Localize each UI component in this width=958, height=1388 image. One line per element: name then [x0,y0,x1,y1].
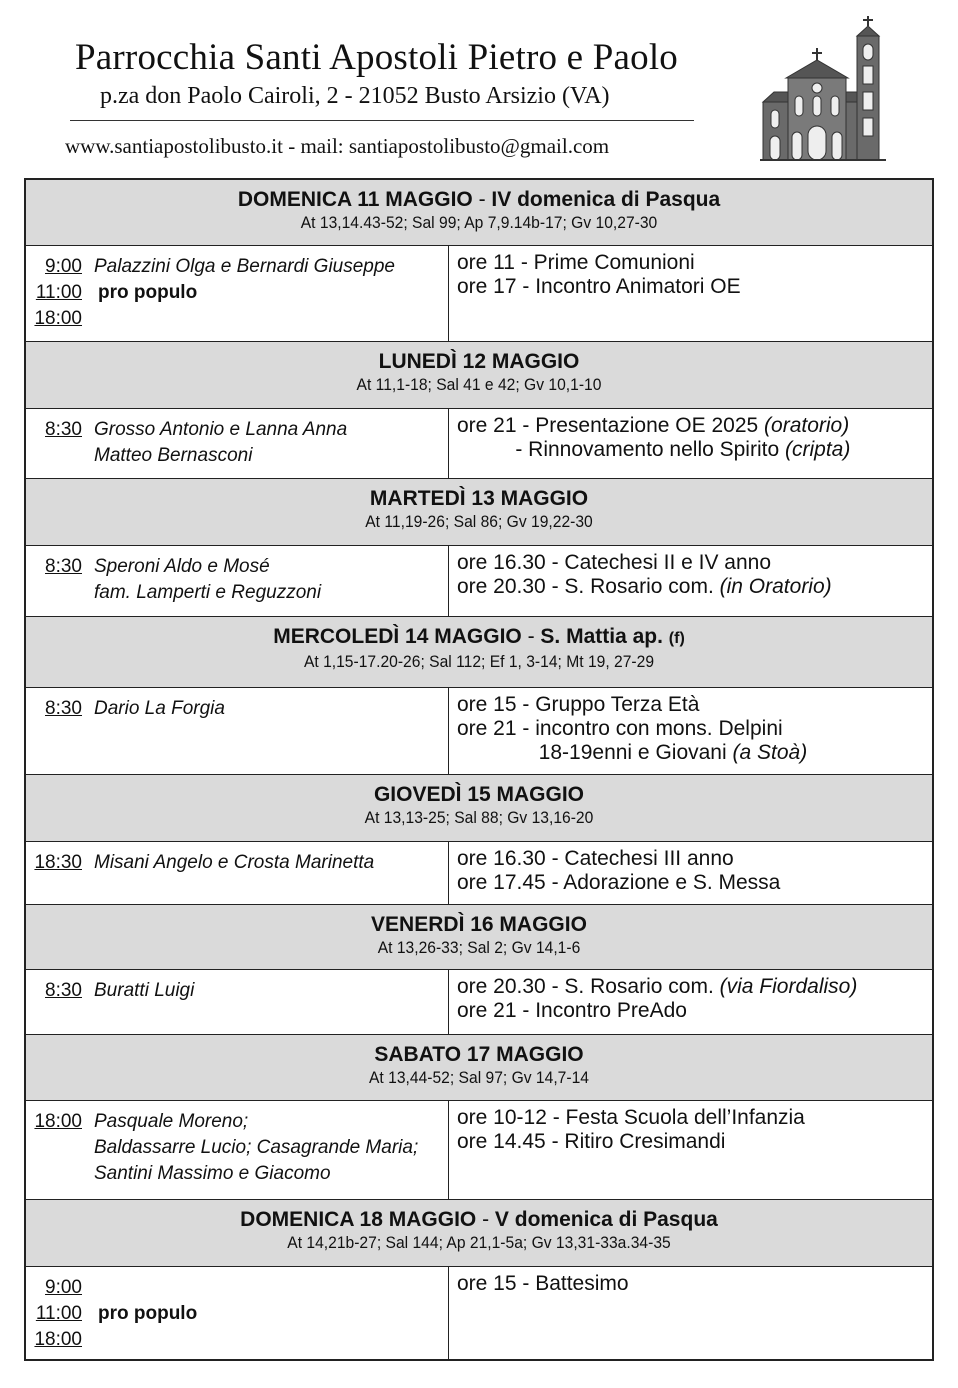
event-text: ore 17 - Incontro Animatori OE [457,275,741,298]
mass-time: 18:00 [34,308,82,329]
mass-intentions [26,688,449,774]
mass-row [26,306,448,332]
day-title [26,775,932,807]
mass-intention: Speroni Aldo e Mosé [94,556,270,577]
mass-intention: Dario La Forgia [94,698,225,719]
mass-intention: Grosso Antonio e Lanna Anna [94,419,348,440]
event-line [457,847,932,871]
feast-rank: (f) [668,630,685,647]
event-text: ore 20.30 - S. Rosario com. [457,975,720,998]
parish-contact: www.santiapostolibusto.it - mail: santiapostolibusto@gmail.com [65,134,610,158]
event-location-note: (oratorio) [764,414,850,437]
mass-time: 18:00 [34,1329,82,1350]
weekly-schedule [24,178,934,1361]
day-title [26,479,932,511]
day-date: MERCOLEDÌ 14 MAGGIO [273,625,522,648]
mass-time: 18:00 [34,1111,82,1132]
day-events [449,1267,932,1359]
day-feast: S. Mattia ap. [540,625,663,648]
event-line [457,717,932,741]
event-location-note: (in Oratorio) [719,575,832,598]
event-line [457,999,932,1023]
day-events [449,1101,932,1199]
event-line [457,1106,932,1130]
mass-time: 9:00 [45,256,82,277]
event-location-note: (cripta) [784,438,851,461]
event-text: ore 17.45 - Adorazione e S. Messa [457,871,781,894]
day-readings: At 13,14.43-52; Sal 99; Ap 7,9.14b-17; Gv 10,27-30 [300,213,658,232]
day-title [26,342,932,374]
mass-time: 8:30 [45,698,82,719]
event-text: ore 16.30 - Catechesi II e IV anno [457,551,772,574]
event-location-note: (via Fiordaliso) [719,975,858,998]
mass-row [26,1161,448,1187]
event-text: ore 10-12 - Festa Scuola dell’Infanzia [457,1106,805,1129]
mass-row [26,1301,448,1327]
day-title [26,905,932,937]
mass-row [26,696,448,722]
day-body [26,546,932,617]
day-body [26,1267,932,1359]
mass-intention: pro populo [98,282,198,303]
day-body [26,1101,932,1200]
day-header [26,905,932,970]
event-text: ore 11 - Prime Comunioni [457,251,695,274]
event-line [457,1272,932,1296]
mass-intentions [26,546,449,616]
day-header [26,479,932,546]
day-title [26,180,932,212]
day-readings: At 13,26-33; Sal 2; Gv 14,1-6 [377,938,581,957]
day-events [449,246,932,341]
church-icon [760,14,886,162]
event-text: 18-19enni e Giovani [457,741,733,764]
header-divider [70,120,694,121]
mass-intention: Buratti Luigi [94,980,195,1001]
mass-intentions [26,1267,449,1359]
mass-time: 8:30 [45,556,82,577]
mass-time [26,580,82,606]
mass-intentions [26,246,449,341]
event-text: - Rinnovamento nello Spirito [457,438,785,461]
event-text: ore 21 - incontro con mons. Delpini [457,717,783,740]
day-date: DOMENICA 11 MAGGIO [237,188,473,211]
day-separator: - [472,188,492,211]
event-text: ore 21 - Presentazione OE 2025 [457,414,765,437]
mass-time: 11:00 [35,282,82,303]
day-events [449,409,932,478]
mass-row [26,1327,448,1353]
event-text: ore 21 - Incontro PreAdo [457,999,687,1022]
parish-title: Parrocchia Santi Apostoli Pietro e Paolo [75,37,678,78]
event-line [457,275,932,299]
mass-intentions [26,970,449,1034]
event-line [457,575,932,599]
day-readings: At 11,19-26; Sal 86; Gv 19,22-30 [365,512,593,531]
page-header [0,0,958,175]
mass-intentions [26,842,449,904]
day-date: VENERDÌ 16 MAGGIO [371,913,587,936]
day-title [26,1035,932,1067]
mass-time [26,443,82,469]
day-events [449,688,932,774]
mass-row [26,417,448,443]
event-text: ore 20.30 - S. Rosario com. [457,575,720,598]
day-date: GIOVEDÌ 15 MAGGIO [373,783,585,806]
mass-row [26,280,448,306]
day-body [26,246,932,342]
event-text: ore 16.30 - Catechesi III anno [457,847,734,870]
day-date: MARTEDÌ 13 MAGGIO [369,487,589,510]
day-date: SABATO 17 MAGGIO [374,1043,584,1066]
mass-intention: Baldassarre Lucio; Casagrande Maria; [94,1137,419,1158]
mass-row [26,554,448,580]
day-header [26,775,932,842]
day-separator: - [476,1208,495,1231]
event-location-note: (a Stoà) [732,741,808,764]
day-body [26,688,932,775]
event-line [457,251,932,275]
event-line [457,1130,932,1154]
mass-time: 11:00 [35,1303,82,1324]
mass-intention [82,306,94,332]
mass-time: 8:30 [45,419,82,440]
parish-address: p.za don Paolo Cairoli, 2 - 21052 Busto Arsizio (VA) [100,83,610,109]
event-line [457,693,932,717]
day-body [26,842,932,905]
mass-row [26,443,448,469]
day-readings: At 13,13-25; Sal 88; Gv 13,16-20 [364,808,594,827]
day-header [26,342,932,409]
day-title [26,1200,932,1232]
mass-time: 18:30 [34,852,82,873]
mass-time [26,1161,82,1187]
mass-intentions [26,1101,449,1199]
mass-row [26,978,448,1004]
day-readings: At 14,21b-27; Sal 144; Ap 21,1-5a; Gv 13,31-33a.34-35 [287,1233,671,1252]
event-line [457,438,932,462]
mass-intentions [26,409,449,478]
mass-row [26,1135,448,1161]
day-header [26,180,932,246]
mass-intention: Pasquale Moreno; [94,1111,249,1132]
day-title [26,617,932,651]
day-header [26,1035,932,1101]
day-header [26,1200,932,1267]
day-separator: - [521,625,541,648]
mass-row [26,1109,448,1135]
day-readings: At 13,44-52; Sal 97; Gv 14,7-14 [369,1068,589,1087]
day-body [26,970,932,1035]
mass-row [26,580,448,606]
day-body [26,409,932,479]
day-events [449,546,932,616]
mass-row [26,254,448,280]
mass-intention [82,1327,94,1353]
event-text: ore 15 - Battesimo [457,1272,629,1295]
mass-intention: Misani Angelo e Crosta Marinetta [94,852,375,873]
day-feast: IV domenica di Pasqua [491,188,721,211]
day-readings: At 11,1-18; Sal 41 e 42; Gv 10,1-10 [356,375,602,394]
mass-intention: Palazzini Olga e Bernardi Giuseppe [94,256,396,277]
day-date: DOMENICA 18 MAGGIO [240,1208,477,1231]
mass-intention: Santini Massimo e Giacomo [94,1163,331,1184]
event-line [457,975,932,999]
day-header [26,617,932,688]
mass-intention: pro populo [98,1303,198,1324]
event-line [457,871,932,895]
day-date: LUNEDÌ 12 MAGGIO [378,350,580,373]
mass-time [26,1135,82,1161]
mass-time: 8:30 [45,980,82,1001]
mass-intention: Matteo Bernasconi [94,445,253,466]
event-text: ore 14.45 - Ritiro Cresimandi [457,1130,726,1153]
mass-row [26,850,448,876]
event-line [457,414,932,438]
event-line [457,551,932,575]
day-events [449,842,932,904]
mass-time: 9:00 [45,1277,82,1298]
mass-row [26,1275,448,1301]
event-text: ore 15 - Gruppo Terza Età [457,693,700,716]
mass-intention [82,1275,94,1301]
day-readings: At 1,15-17.20-26; Sal 112; Ef 1, 3-14; Mt 19, 27-29 [303,652,655,671]
event-line [457,741,932,765]
mass-intention: fam. Lamperti e Reguzzoni [94,582,322,603]
day-feast: V domenica di Pasqua [494,1208,718,1231]
day-events [449,970,932,1034]
